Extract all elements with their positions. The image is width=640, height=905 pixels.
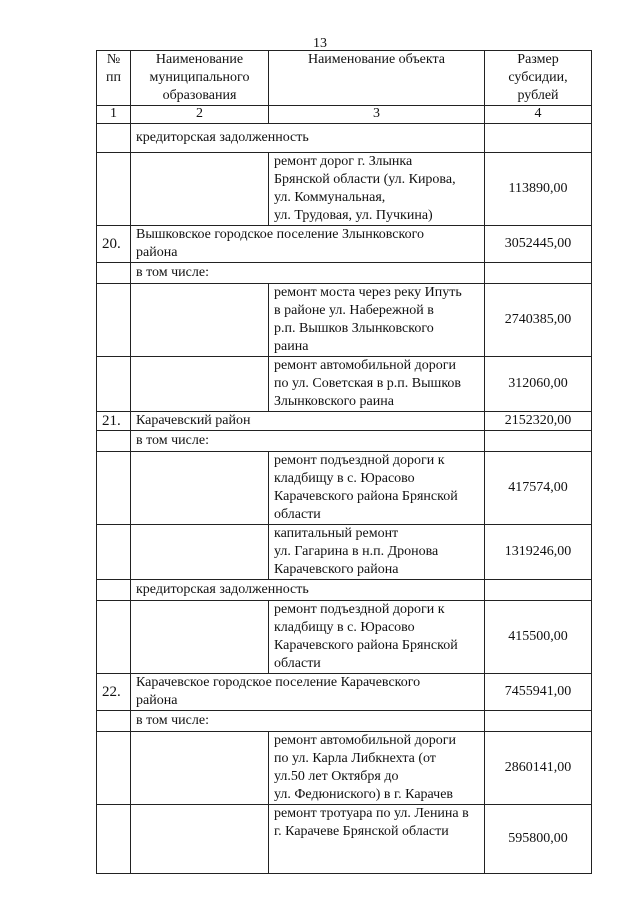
object-text: ремонт автомобильной дороги — [274, 358, 457, 373]
object-name — [269, 153, 485, 226]
table-header-row — [97, 51, 592, 106]
header-text: субсидии, — [508, 70, 568, 85]
object-text: Карачевского района Брянской — [274, 489, 458, 504]
table-row — [97, 525, 592, 580]
table-row — [97, 357, 592, 412]
subsidy-amount: 417574,00 — [485, 452, 592, 525]
header-text: Наименование объекта — [307, 52, 446, 67]
object-text: раина — [274, 339, 309, 354]
row-label: кредиторская задолженность — [131, 124, 485, 153]
column-index: 3 — [269, 106, 485, 124]
object-text: ул. Федюниского) в г. Карачев — [274, 787, 454, 802]
subsidy-amount: 1319246,00 — [485, 525, 592, 580]
object-text: ремонт подъездной дороги к — [274, 453, 445, 468]
object-text: г. Карачеве Брянской области — [274, 824, 449, 839]
object-text: ремонт подъездной дороги к — [274, 602, 445, 617]
object-text: по ул. Карла Либкнехта (от — [274, 751, 436, 766]
row-number: 20. — [97, 226, 131, 263]
header-text: муниципального — [149, 70, 250, 85]
table-row — [97, 601, 592, 674]
table-row — [97, 711, 592, 732]
table-row — [97, 226, 592, 263]
subsidy-amount: 3052445,00 — [485, 226, 592, 263]
empty-cell — [485, 263, 592, 284]
empty-cell — [97, 452, 131, 525]
object-text: ремонт дорог г. Злынка — [274, 154, 413, 169]
subsidy-table — [96, 50, 592, 874]
object-text: ремонт моста через реку Ипуть — [274, 285, 462, 300]
object-name — [269, 525, 485, 580]
object-text: области — [274, 507, 321, 522]
object-text: ул. Гагарина в н.п. Дронова — [274, 544, 439, 559]
row-label: кредиторская задолженность — [131, 580, 485, 601]
object-name — [269, 284, 485, 357]
object-name — [269, 357, 485, 412]
table-row — [97, 431, 592, 452]
empty-cell — [97, 431, 131, 452]
empty-cell — [485, 124, 592, 153]
empty-cell — [97, 601, 131, 674]
subsidy-amount: 7455941,00 — [485, 674, 592, 711]
header-text: Наименование — [155, 52, 244, 67]
subsidy-amount: 2152320,00 — [485, 412, 592, 431]
header-object — [269, 51, 485, 106]
object-name — [269, 805, 485, 874]
municipality-text: района — [136, 693, 178, 708]
table-row — [97, 124, 592, 153]
empty-cell — [97, 357, 131, 412]
empty-cell — [131, 732, 269, 805]
row-number: 21. — [97, 412, 131, 431]
object-text: по ул. Советская в р.п. Вышков — [274, 376, 462, 391]
subsidy-amount: 113890,00 — [485, 153, 592, 226]
object-text: ремонт тротуара по ул. Ленина в — [274, 806, 469, 821]
object-text: ул. Коммунальная, — [274, 190, 386, 205]
header-text: рублей — [517, 88, 559, 103]
empty-cell — [97, 284, 131, 357]
object-text: ремонт автомобильной дороги — [274, 733, 457, 748]
empty-cell — [131, 284, 269, 357]
table-row — [97, 284, 592, 357]
table-row — [97, 674, 592, 711]
table-row — [97, 412, 592, 431]
object-name — [269, 601, 485, 674]
header-text: № — [106, 52, 121, 67]
object-text: в районе ул. Набережной в — [274, 303, 434, 318]
empty-cell — [485, 431, 592, 452]
subsidy-amount: 415500,00 — [485, 601, 592, 674]
row-number: 22. — [97, 674, 131, 711]
empty-cell — [97, 711, 131, 732]
column-index: 4 — [485, 106, 592, 124]
municipality-text: Вышковское городское поселение Злынковского — [136, 227, 425, 242]
header-municipality — [131, 51, 269, 106]
empty-cell — [131, 805, 269, 874]
header-subsidy — [485, 51, 592, 106]
table-row — [97, 805, 592, 874]
object-text: Карачевского района Брянской — [274, 638, 458, 653]
empty-cell — [97, 124, 131, 153]
empty-cell — [97, 732, 131, 805]
municipality-name — [131, 674, 485, 711]
row-label: в том числе: — [131, 263, 485, 284]
object-text: кладбищу в с. Юрасово — [274, 471, 415, 486]
row-label: в том числе: — [131, 711, 485, 732]
column-index: 1 — [97, 106, 131, 124]
row-label: в том числе: — [131, 431, 485, 452]
object-text: Злынковского раина — [274, 394, 394, 409]
subsidy-amount: 2740385,00 — [485, 284, 592, 357]
table-row — [97, 732, 592, 805]
object-text: ул.50 лет Октября до — [274, 769, 399, 784]
table-row — [97, 452, 592, 525]
empty-cell — [97, 580, 131, 601]
table-row — [97, 580, 592, 601]
empty-cell — [131, 452, 269, 525]
empty-cell — [485, 711, 592, 732]
municipality-name: Карачевский район — [131, 412, 485, 431]
empty-cell — [97, 525, 131, 580]
object-text: Брянской области (ул. Кирова, — [274, 172, 456, 187]
column-index: 2 — [131, 106, 269, 124]
empty-cell — [97, 805, 131, 874]
subsidy-amount: 2860141,00 — [485, 732, 592, 805]
empty-cell — [97, 263, 131, 284]
empty-cell — [97, 153, 131, 226]
column-index-row — [97, 106, 592, 124]
object-text: р.п. Вышков Злынковского — [274, 321, 434, 336]
table-row — [97, 153, 592, 226]
empty-cell — [131, 525, 269, 580]
header-text: пп — [106, 70, 121, 85]
page-number: 13 — [313, 36, 327, 51]
object-text: Карачевского района — [274, 562, 399, 577]
empty-cell — [485, 580, 592, 601]
object-name — [269, 452, 485, 525]
municipality-name — [131, 226, 485, 263]
object-text: кладбищу в с. Юрасово — [274, 620, 415, 635]
subsidy-amount: 312060,00 — [485, 357, 592, 412]
empty-cell — [131, 601, 269, 674]
object-text: ул. Трудовая, ул. Пучкина) — [274, 208, 433, 223]
header-number — [97, 51, 131, 106]
header-text: Размер — [517, 52, 559, 67]
header-text: образования — [162, 88, 237, 103]
municipality-text: Карачевское городское поселение Карачевского — [136, 675, 421, 690]
object-text: области — [274, 656, 321, 671]
subsidy-amount: 595800,00 — [485, 805, 592, 874]
municipality-text: района — [136, 245, 178, 260]
table-row — [97, 263, 592, 284]
empty-cell — [131, 357, 269, 412]
empty-cell — [131, 153, 269, 226]
object-name — [269, 732, 485, 805]
object-text: капитальный ремонт — [274, 526, 399, 541]
